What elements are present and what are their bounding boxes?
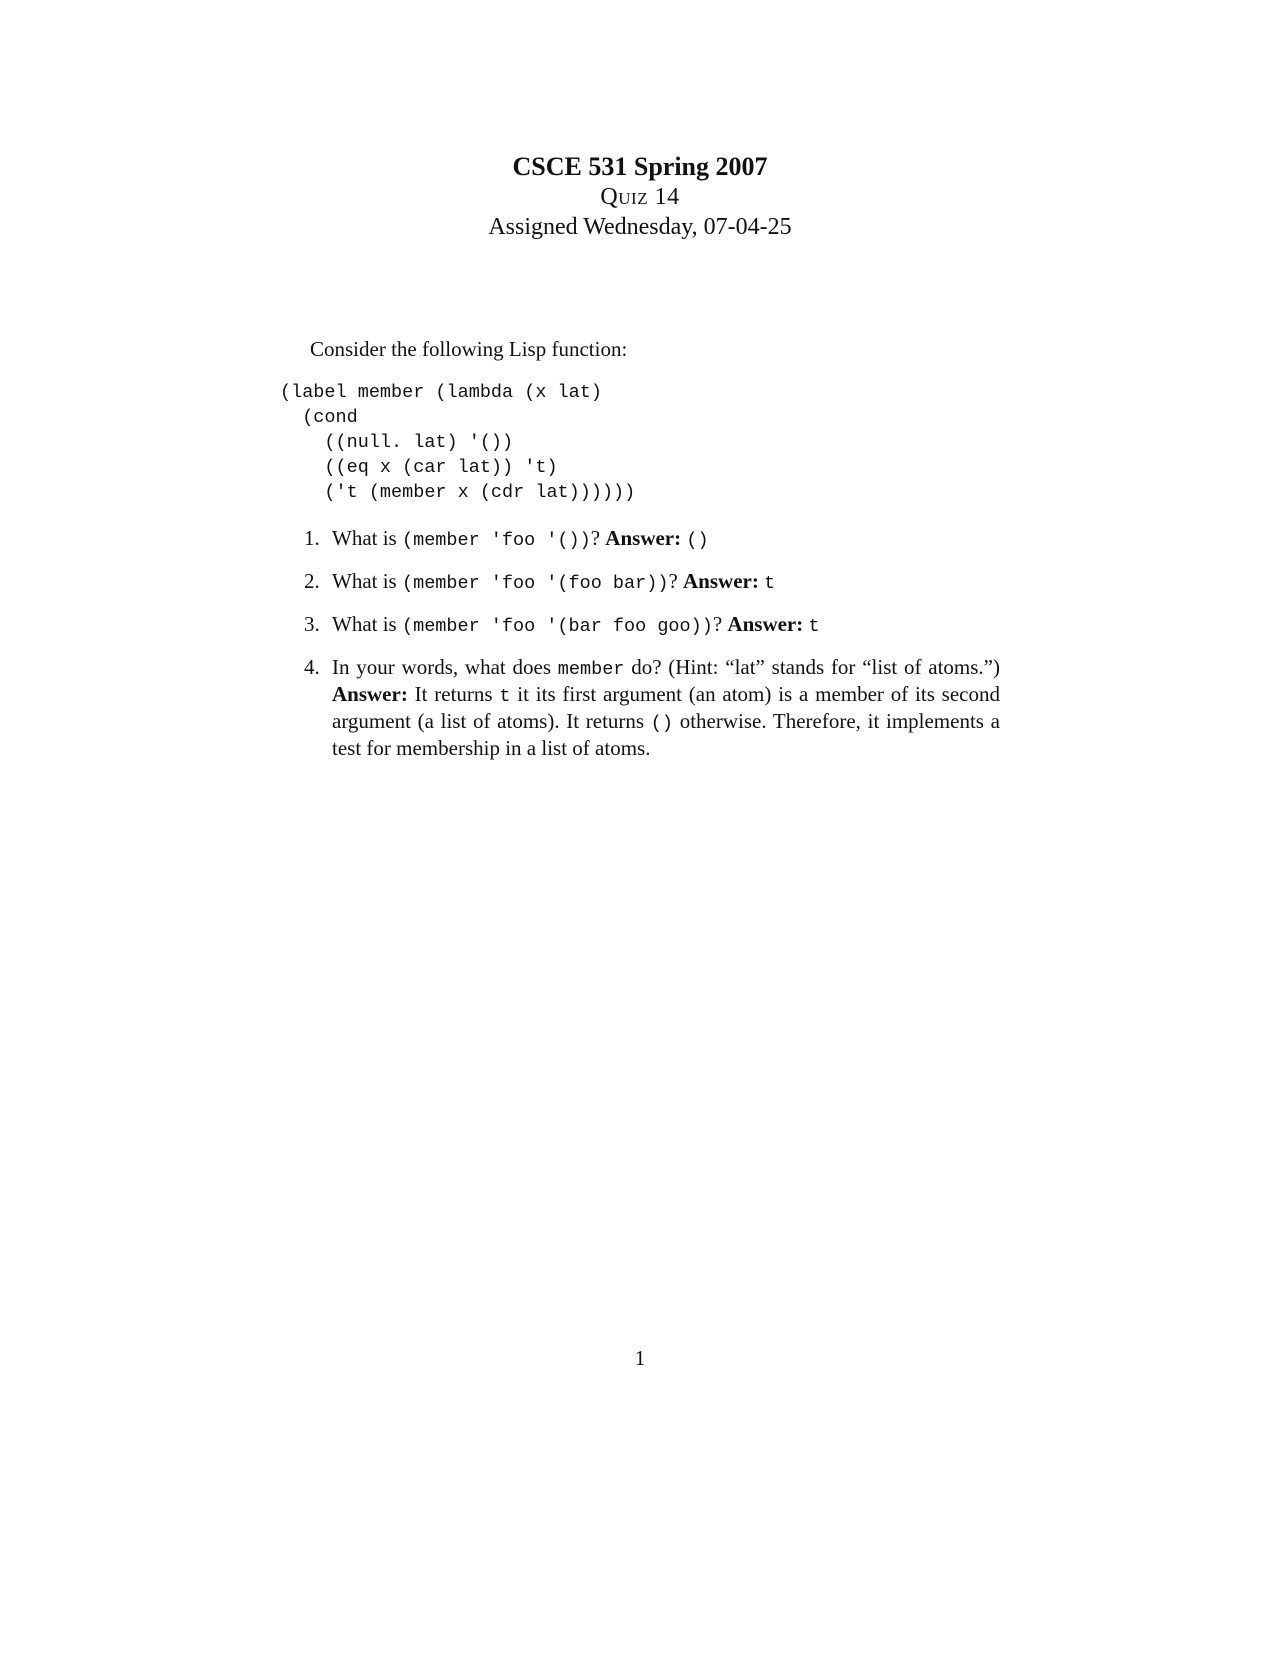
question-text [332, 655, 1000, 761]
question-suffix: ? [668, 569, 684, 593]
answer-value: t [808, 616, 820, 637]
answer-code: t [499, 686, 511, 707]
question-list [300, 526, 1000, 777]
question-text [332, 569, 775, 593]
answer-label: Answer: [727, 612, 804, 636]
question-text [332, 612, 820, 636]
question-expression: (member 'foo '(foo bar)) [401, 573, 669, 594]
answer-text: It returns [414, 682, 500, 706]
page-number: 1 [634, 1346, 646, 1370]
question-prefix: What is [332, 569, 402, 593]
answer-label: Answer: [605, 526, 682, 550]
question-expression: member [557, 659, 625, 680]
answer-label: Answer: [332, 682, 408, 706]
question-item-2 [300, 569, 1000, 596]
document-header [0, 152, 1280, 242]
answer-label: Answer: [683, 569, 759, 593]
course-title: CSCE 531 Spring 2007 [512, 152, 768, 181]
question-expression: (member 'foo '()) [401, 530, 591, 551]
question-number: 1. [304, 526, 320, 550]
question-item-3 [300, 612, 1000, 639]
lisp-code-block: (label member (lambda (x lat) (cond ((null. lat) '()) ((eq x (car lat)) 't) ('t (member x (cdr lat)))))) [280, 382, 636, 503]
question-text [332, 526, 709, 550]
answer-value: () [686, 530, 709, 551]
quiz-title: Quiz 14 [600, 184, 680, 210]
intro-text: Consider the following Lisp function: [310, 337, 628, 361]
question-item-4 [300, 655, 1000, 761]
question-suffix: do? (Hint: “lat” stands for “list of atoms.”) [624, 655, 1000, 679]
answer-value: t [764, 573, 776, 594]
answer-text: it its first argument (an atom) is a member of its second argument (a list of atoms). It returns [332, 682, 1000, 733]
question-number: 3. [304, 612, 320, 636]
question-number: 2. [304, 569, 320, 593]
question-expression: (member 'foo '(bar foo goo)) [401, 616, 713, 637]
question-prefix: What is [332, 612, 402, 636]
question-prefix: What is [332, 526, 402, 550]
question-prefix: In your words, what does [332, 655, 558, 679]
question-number: 4. [304, 655, 320, 679]
answer-text: otherwise. Therefore, it implements a test for membership in a list of atoms. [332, 709, 1000, 760]
question-suffix: ? [590, 526, 606, 550]
assigned-date: Assigned Wednesday, 07-04-25 [488, 214, 792, 240]
question-suffix: ? [712, 612, 728, 636]
answer-code: () [650, 713, 674, 734]
question-item-1 [300, 526, 1000, 553]
